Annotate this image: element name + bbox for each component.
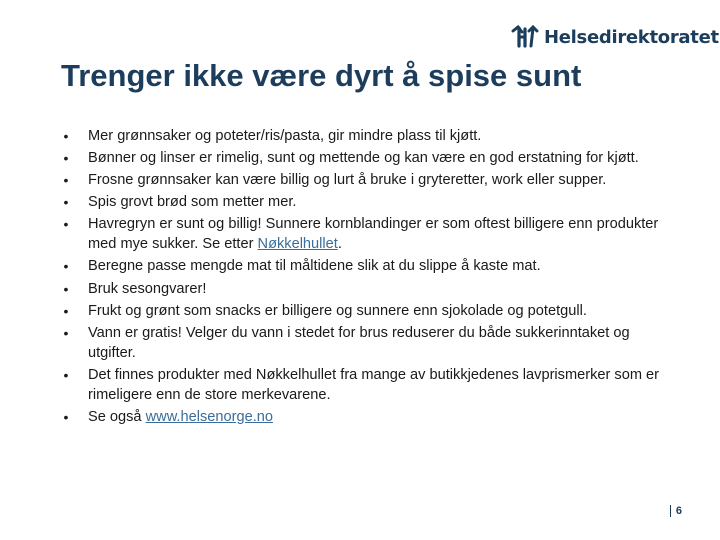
bullet-item [60, 192, 670, 212]
bullet-icon: • [63, 366, 69, 383]
logo-text: Helsedirektoratet [544, 26, 719, 48]
bullet-text-end: . [337, 236, 342, 253]
bullet-text: Se også [88, 408, 146, 425]
bullet-text: Vann er gratis! Velger du vann i stedet for brus reduserer du både sukkerinntaket og utgifter. [88, 324, 630, 361]
bullet-item [60, 214, 670, 254]
bullet-text: Beregne passe mengde mat til måltidene slik at du slippe å kaste mat. [88, 258, 541, 275]
helsedirektoratet-logo-icon [510, 22, 540, 52]
bullet-item [60, 170, 670, 190]
bullet-text: Bruk sesongvarer! [88, 280, 207, 297]
bullet-item [60, 407, 670, 427]
bullet-icon: • [63, 302, 69, 319]
bullet-icon: • [63, 324, 69, 341]
bullet-icon: • [63, 258, 69, 275]
bullet-icon: • [63, 150, 69, 167]
bullet-item [60, 148, 670, 168]
bullet-icon: • [63, 172, 69, 189]
bullet-text: Frosne grønnsaker kan være billig og lurt å bruke i gryteretter, work eller supper. [88, 172, 607, 189]
bullet-text: Bønner og linser er rimelig, sunt og mettende og kan være en god erstatning for kjøtt. [88, 150, 639, 167]
bullet-list [60, 126, 670, 429]
bullet-icon: • [63, 408, 69, 425]
bullet-icon: • [63, 216, 69, 233]
bullet-text: Spis grovt brød som metter mer. [88, 194, 297, 211]
bullet-item [60, 365, 670, 405]
bullet-item [60, 301, 670, 321]
nokkelhullet-link[interactable]: Nøkkelhullet [257, 236, 338, 253]
bullet-item [60, 323, 670, 363]
bullet-text: Havregryn er sunt og billig! Sunnere kornblandinger er som oftest billigere enn produkter med mye sukker. Se etter [88, 216, 659, 253]
bullet-icon: • [63, 128, 69, 144]
bullet-text: Frukt og grønt som snacks er billigere og sunnere enn sjokolade og potetgull. [88, 302, 587, 319]
slide-title: Trenger ikke være dyrt å spise sunt [61, 58, 582, 93]
helsenorge-link[interactable]: www.helsenorge.no [145, 408, 273, 425]
bullet-text: Det finnes produkter med Nøkkelhullet fra mange av butikkjedenes lavprismerker som er rimeligere enn de store merkevarene. [88, 366, 660, 403]
bullet-item [60, 279, 670, 299]
bullet-item [60, 256, 670, 276]
bullet-item [60, 126, 670, 146]
bullet-icon: • [63, 280, 69, 297]
bullet-text: Mer grønnsaker og poteter/ris/pasta, gir mindre plass til kjøtt. [88, 128, 482, 144]
bullet-icon: • [63, 194, 69, 211]
helsedirektoratet-logo[interactable] [510, 22, 719, 52]
page-number: 6 [670, 505, 682, 517]
